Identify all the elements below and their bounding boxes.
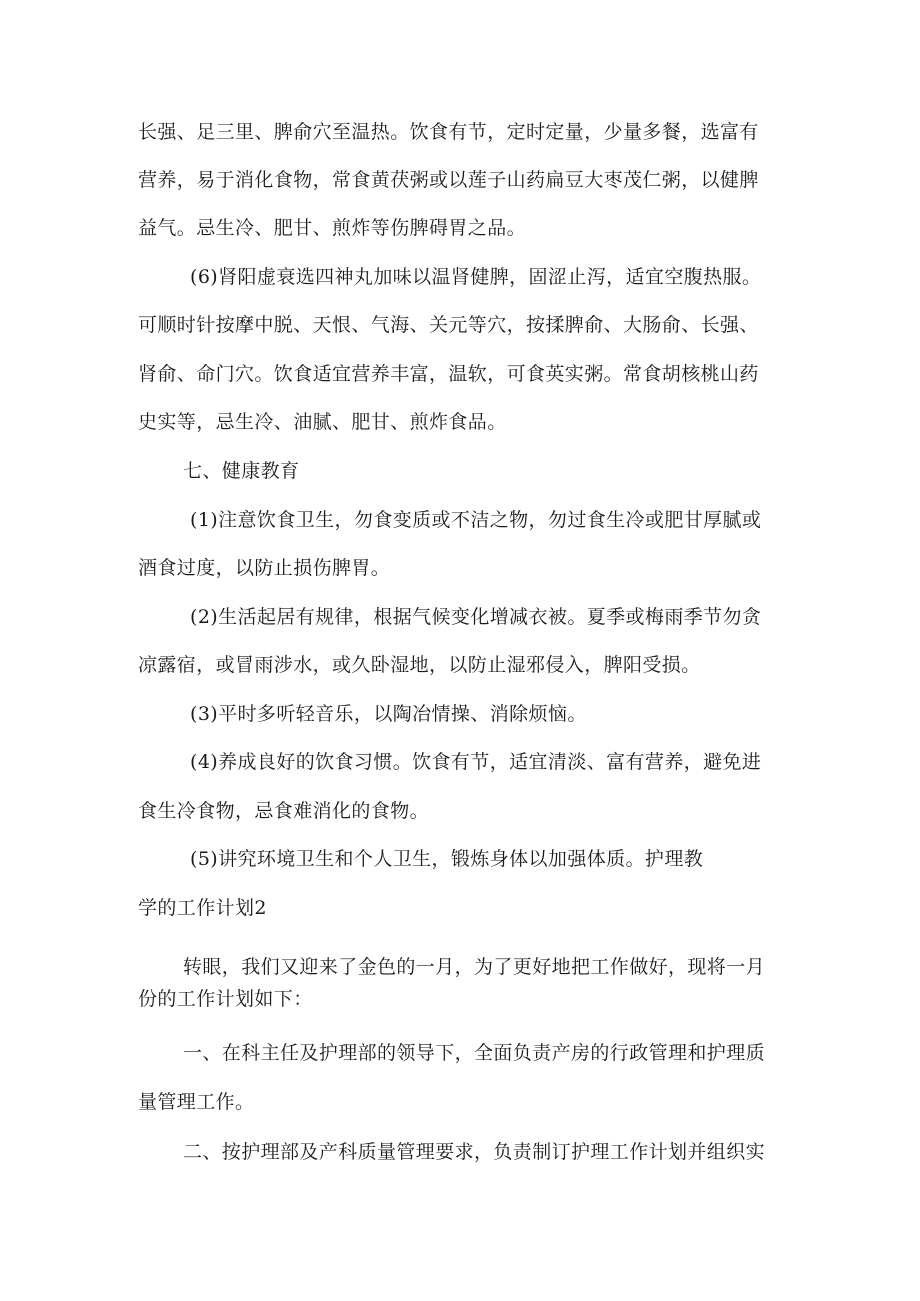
paragraph-line: 肾俞、命门穴。饮食适宜营养丰富，温软，可食英实粥。常食胡核桃山药 [138, 363, 759, 385]
paragraph-line: 酒食过度，以防止损伤脾胃。 [138, 557, 391, 579]
paragraph-line: 长强、足三里、脾俞穴至温热。饮食有节，定时定量，少量多餐，选富有 [138, 121, 759, 143]
paragraph-line: 二、按护理部及产科质量管理要求，负责制订护理工作计划并组织实 [183, 1141, 766, 1163]
list-item-line: (5)讲究环境卫生和个人卫生，锻炼身体以加强体质。护理教 [190, 848, 704, 870]
paragraph-line: 量管理工作。 [138, 1091, 255, 1113]
paragraph-line: 份的工作计划如下： [138, 988, 313, 1010]
list-item-line: (4)养成良好的饮食习惯。饮食有节，适宜清淡、富有营养，避免进 [190, 751, 762, 773]
paragraph-line: 转眼，我们又迎来了金色的一月，为了更好地把工作做好，现将一月 [183, 956, 766, 978]
list-item-line: (2)生活起居有规律，根据气候变化增减衣被。夏季或梅雨季节勿贪 [190, 606, 762, 628]
list-item-line: (3)平时多听轻音乐，以陶冶情操、消除烦恼。 [190, 703, 587, 725]
paragraph-line: 营养，易于消化食物，常食黄茯粥或以莲子山药扁豆大枣茂仁粥，以健脾 [138, 169, 759, 191]
list-item-line: (1)注意饮食卫生，勿食变质或不洁之物，勿过食生冷或肥甘厚腻或 [190, 509, 762, 531]
paragraph-line: 一、在科主任及护理部的领导下，全面负责产房的行政管理和护理质 [183, 1042, 766, 1064]
paragraph-line: 凉露宿，或冒雨涉水，或久卧湿地，以防止湿邪侵入，脾阳受损。 [138, 654, 701, 676]
section-title: 学的工作计划2 [138, 897, 267, 919]
list-item-line: (6)肾阳虚衰选四神丸加味以温肾健脾，固涩止泻，适宜空腹热服。 [190, 266, 762, 288]
paragraph-line: 食生冷食物，忌食难消化的食物。 [138, 800, 430, 822]
section-heading: 七、健康教育 [183, 460, 300, 482]
paragraph-line: 史实等，忌生冷、油腻、肥甘、煎炸食品。 [138, 411, 507, 433]
paragraph-line: 益气。忌生冷、肥甘、煎炸等伤脾碍胃之品。 [138, 217, 527, 239]
paragraph-line: 可顺时针按摩中脱、天恨、气海、关元等穴，按揉脾俞、大肠俞、长强、 [138, 314, 759, 336]
